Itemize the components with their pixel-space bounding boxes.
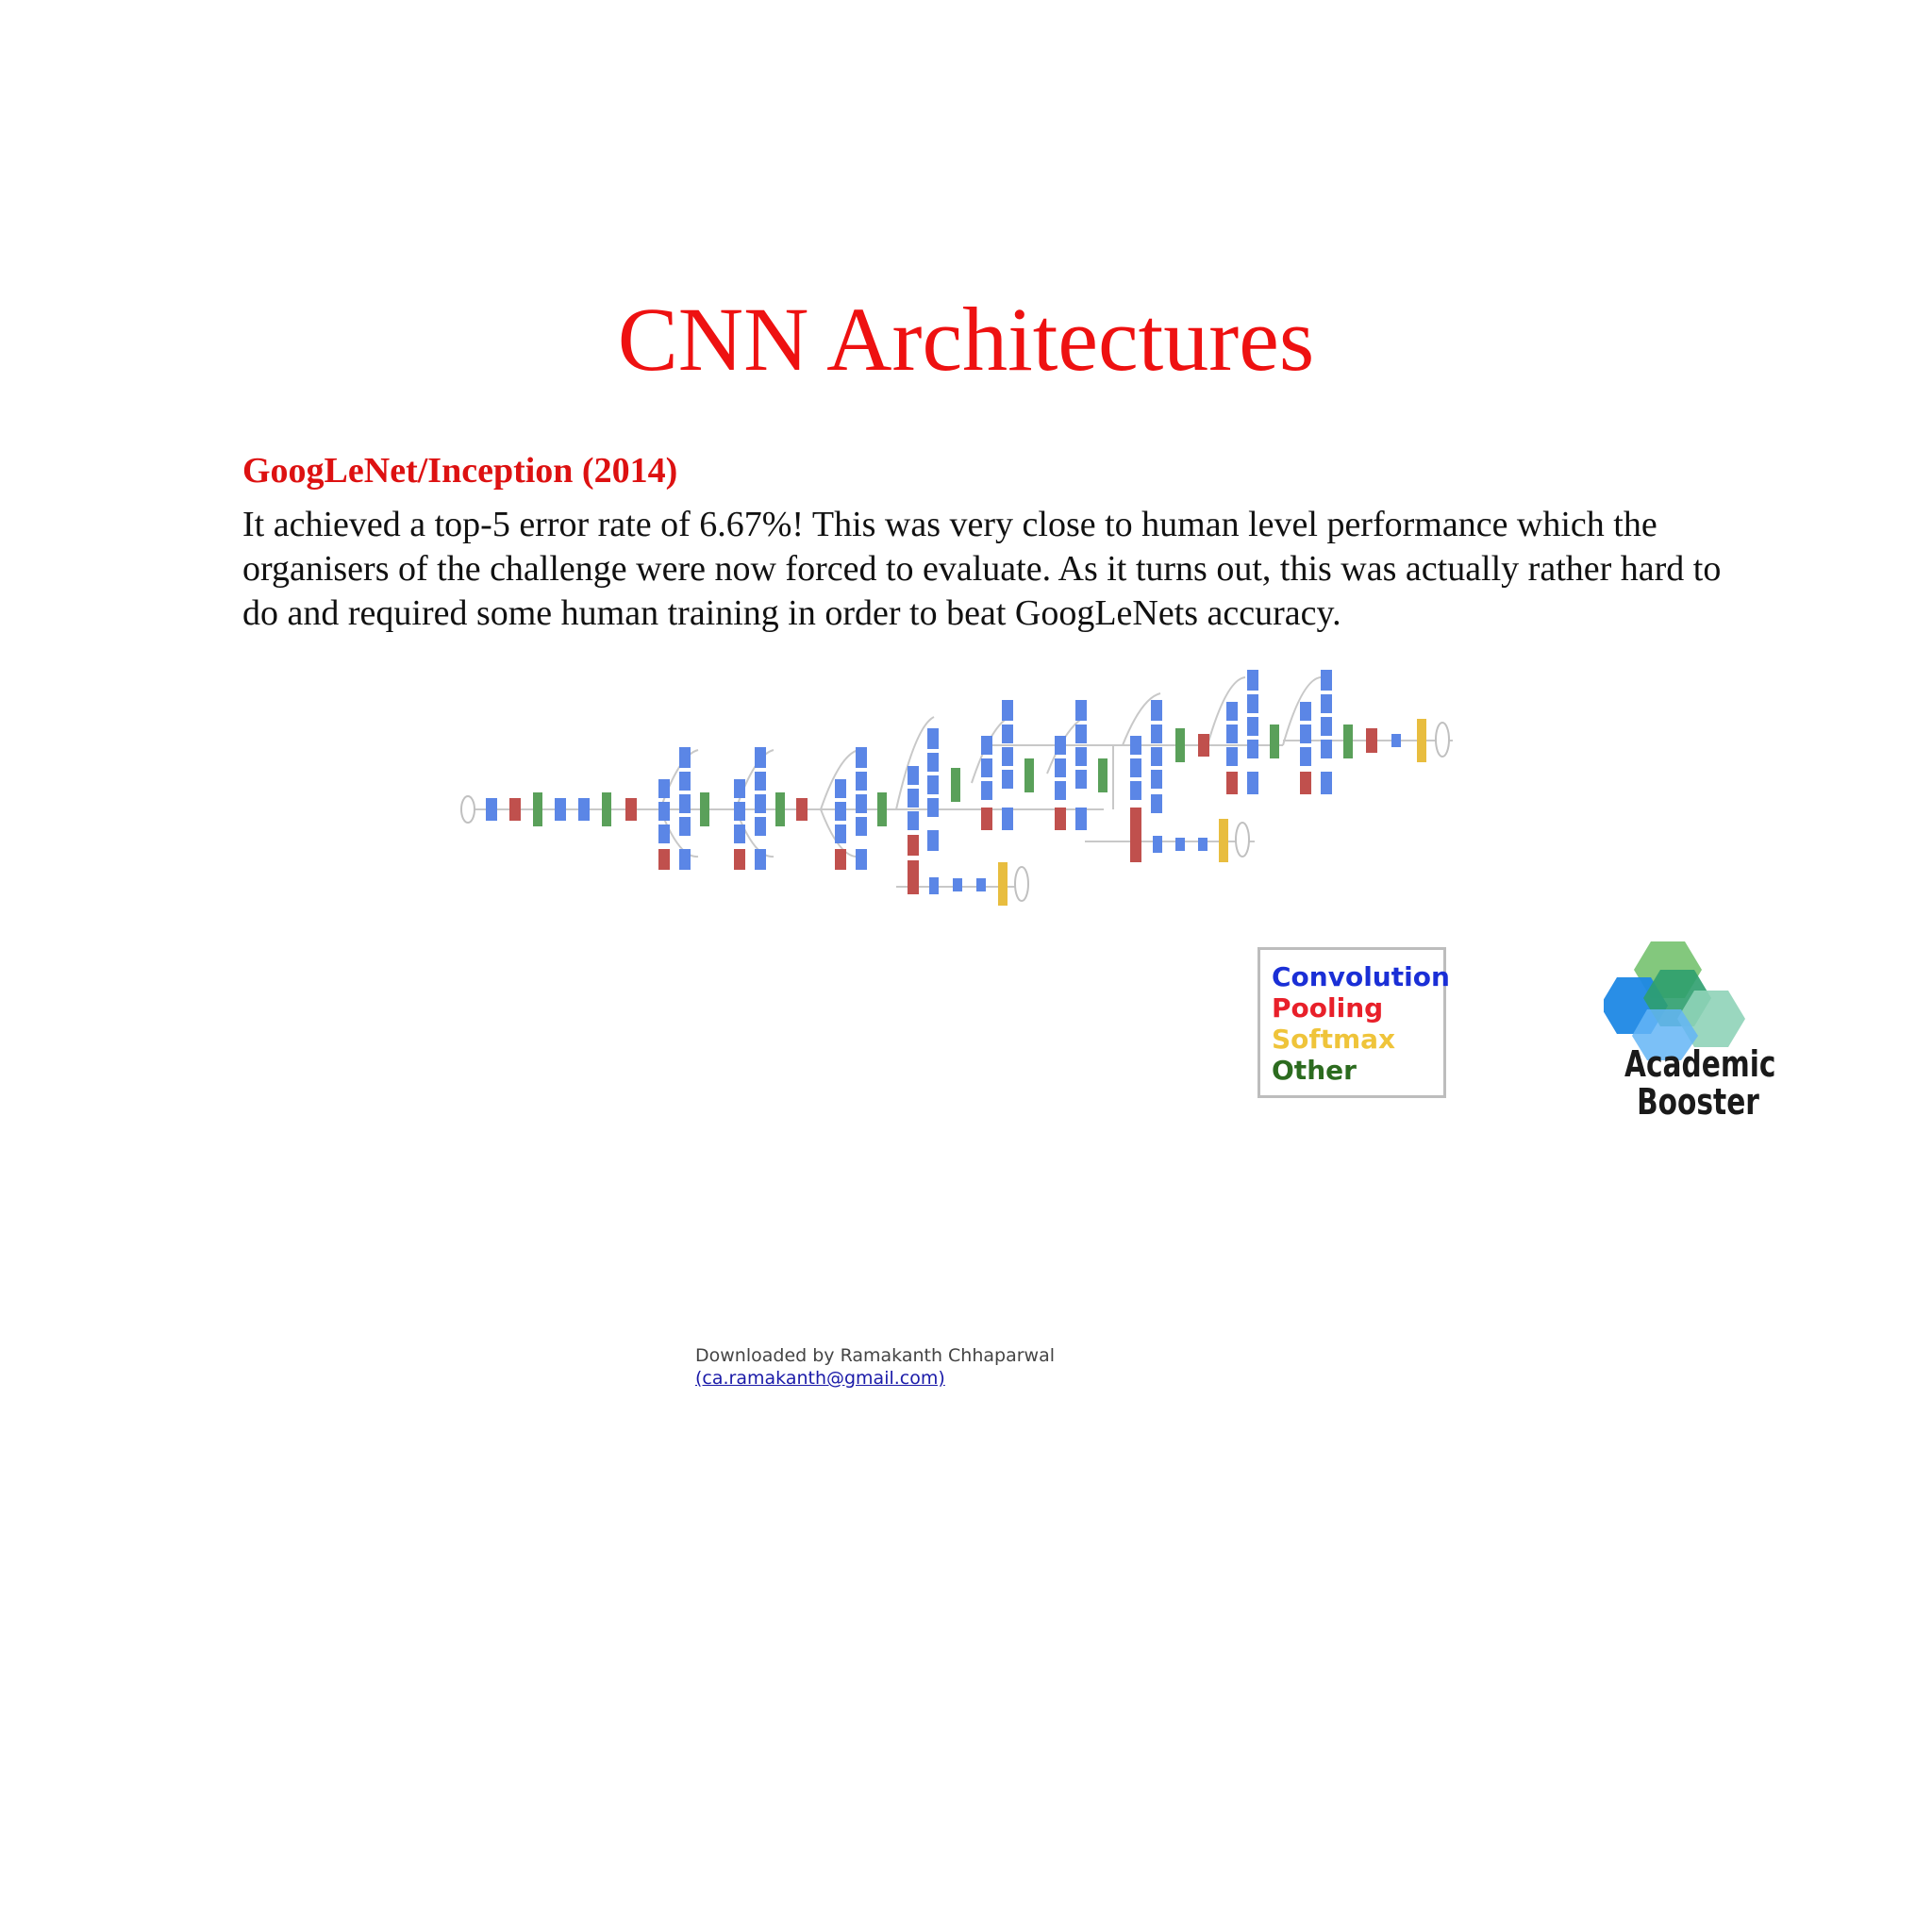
legend-pooling: Pooling — [1272, 992, 1384, 1024]
legend-softmax: Softmax — [1272, 1024, 1396, 1055]
inception-3a — [658, 747, 709, 870]
inception-4a — [835, 747, 887, 870]
email-link[interactable]: (ca.ramakanth@gmail.com) — [695, 1368, 945, 1389]
inception-4c — [981, 700, 1034, 830]
slide-title: CNN Architectures — [617, 289, 1315, 390]
inception-5a — [1226, 670, 1279, 794]
diagram-legend — [1257, 947, 1450, 1098]
slide-subtitle: GoogLeNet/Inception (2014) — [242, 451, 678, 491]
slide-body-text: It achieved a top-5 error rate of 6.67%! This was very close to human level performance which the organisers of the challenge were now forced to evaluate. As it turns out, this was actually rather hard to do and required some human training in order to beat GoogLeNets accuracy. — [242, 505, 1722, 633]
legend-convolution: Convolution — [1272, 961, 1450, 992]
legend-other: Other — [1272, 1055, 1357, 1086]
logo-line-2: Booster — [1637, 1081, 1759, 1123]
googlenet-architecture-diagram — [453, 660, 1472, 915]
inception-4d — [1055, 700, 1108, 830]
logo-wordmark — [1624, 1043, 1776, 1123]
downloaded-by-text: Downloaded by Ramakanth Chhaparwal — [695, 1345, 1056, 1366]
download-footer — [695, 1344, 1055, 1390]
input-node — [461, 796, 475, 823]
logo-line-1: Academic — [1624, 1043, 1776, 1085]
inception-5b — [1300, 670, 1353, 794]
